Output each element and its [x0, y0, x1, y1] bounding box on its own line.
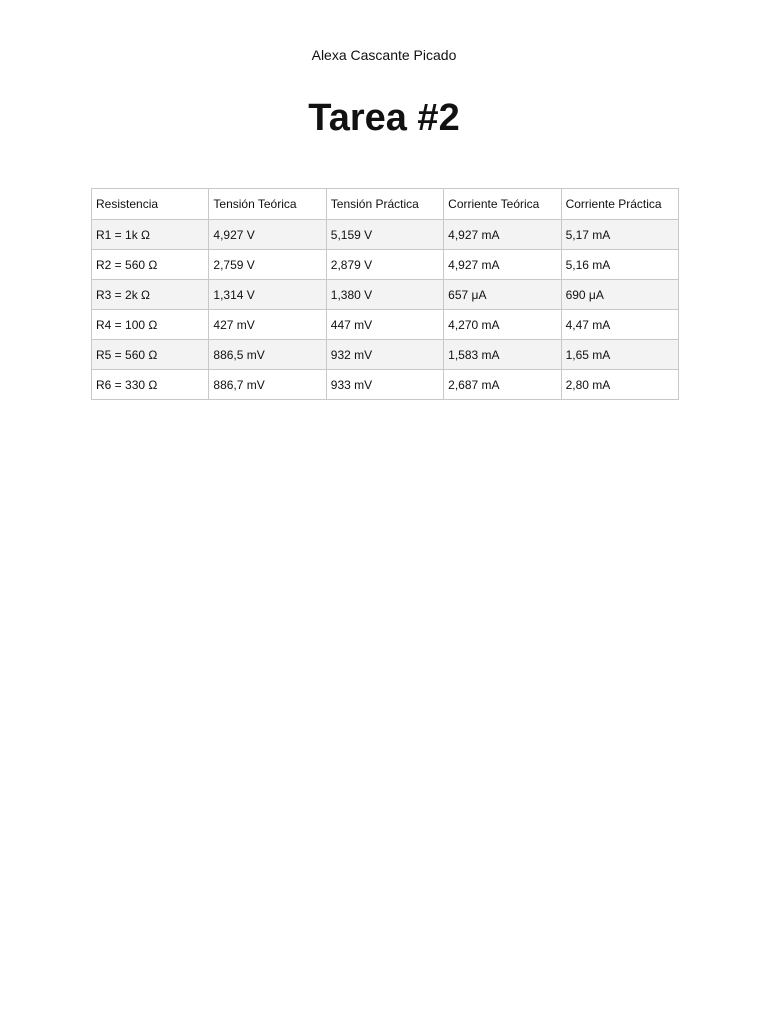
table-cell: 5,16 mA	[561, 250, 678, 280]
results-table	[91, 188, 679, 400]
header-tension-practica: Tensión Práctica	[326, 189, 443, 220]
table-cell: 2,80 mA	[561, 370, 678, 400]
table-cell: 4,270 mA	[444, 310, 561, 340]
table-cell: R5 = 560 Ω	[92, 340, 209, 370]
table-cell: 4,927 V	[209, 220, 326, 250]
header-resistencia: Resistencia	[92, 189, 209, 220]
table-header-row	[92, 189, 679, 220]
document-title: Tarea #2	[308, 97, 460, 139]
table-cell: 933 mV	[326, 370, 443, 400]
table-row	[92, 280, 679, 310]
table-cell: 886,5 mV	[209, 340, 326, 370]
table-cell: R2 = 560 Ω	[92, 250, 209, 280]
table-cell: 1,380 V	[326, 280, 443, 310]
table-cell: 657 μA	[444, 280, 561, 310]
header-corriente-practica: Corriente Práctica	[561, 189, 678, 220]
table-cell: 4,927 mA	[444, 220, 561, 250]
table-cell: 5,159 V	[326, 220, 443, 250]
table-cell: R1 = 1k Ω	[92, 220, 209, 250]
table-row	[92, 370, 679, 400]
table-cell: R3 = 2k Ω	[92, 280, 209, 310]
table-cell: 1,583 mA	[444, 340, 561, 370]
table-cell: 886,7 mV	[209, 370, 326, 400]
table-cell: 2,687 mA	[444, 370, 561, 400]
table-row	[92, 220, 679, 250]
table-cell: 1,65 mA	[561, 340, 678, 370]
table-cell: 932 mV	[326, 340, 443, 370]
table-row	[92, 340, 679, 370]
table-cell: 5,17 mA	[561, 220, 678, 250]
document-author: Alexa Cascante Picado	[311, 47, 457, 63]
table-row	[92, 250, 679, 280]
table-row	[92, 310, 679, 340]
table-cell: 4,47 mA	[561, 310, 678, 340]
table-cell: 2,759 V	[209, 250, 326, 280]
table-cell: R4 = 100 Ω	[92, 310, 209, 340]
table-cell: 690 μA	[561, 280, 678, 310]
table-cell: 447 mV	[326, 310, 443, 340]
header-tension-teorica: Tensión Teórica	[209, 189, 326, 220]
table-cell: 2,879 V	[326, 250, 443, 280]
table-cell: 4,927 mA	[444, 250, 561, 280]
table-cell: 427 mV	[209, 310, 326, 340]
table-cell: R6 = 330 Ω	[92, 370, 209, 400]
table-cell: 1,314 V	[209, 280, 326, 310]
header-corriente-teorica: Corriente Teórica	[444, 189, 561, 220]
